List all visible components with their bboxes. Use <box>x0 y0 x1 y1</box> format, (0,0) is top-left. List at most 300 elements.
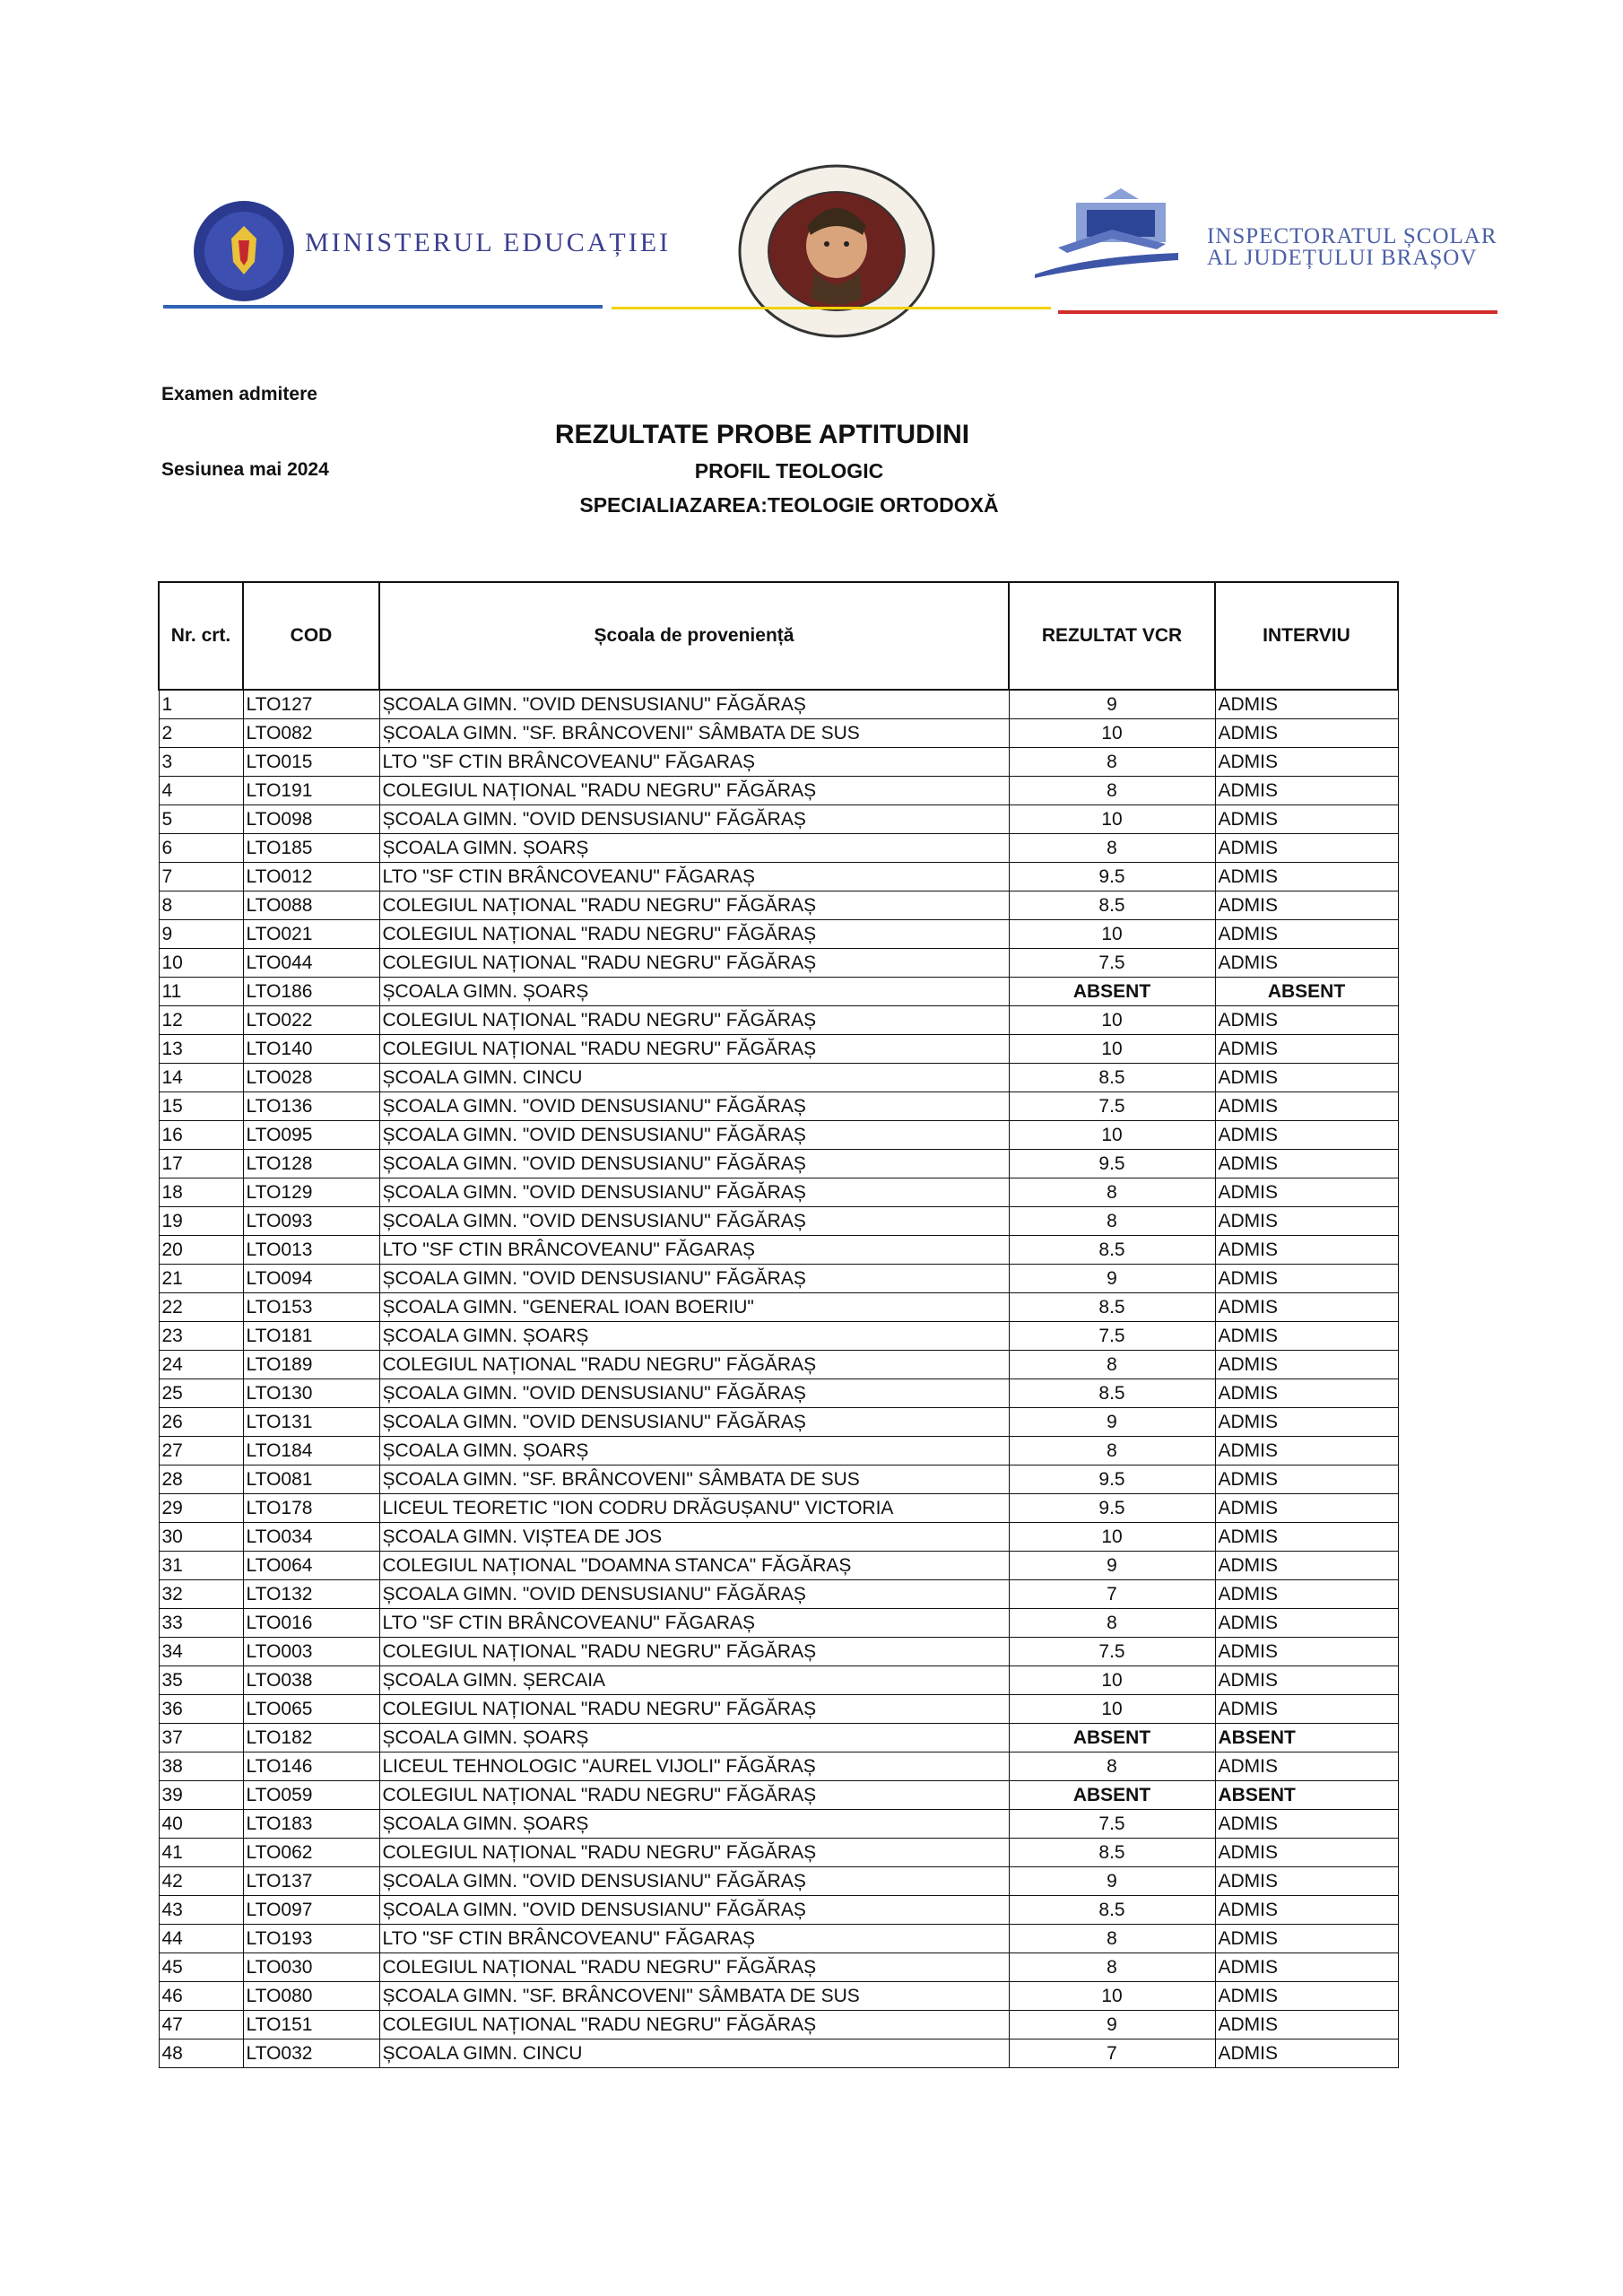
row-interview-result: ADMIS <box>1215 805 1398 834</box>
row-interview-result: ADMIS <box>1215 1150 1398 1178</box>
table-row <box>159 1666 1398 1695</box>
row-number: 16 <box>159 1121 243 1150</box>
row-school: ȘCOALA GIMN. "SF. BRÂNCOVENI" SÂMBATA DE SUS <box>379 1465 1009 1494</box>
row-school: COLEGIUL NAȚIONAL "DOAMNA STANCA" FĂGĂRAȘ <box>379 1552 1009 1580</box>
row-interview-result: ADMIS <box>1215 1666 1398 1695</box>
row-interview-result: ADMIS <box>1215 1121 1398 1150</box>
row-vcr-result: 8 <box>1009 748 1215 777</box>
row-code: LTO136 <box>243 1092 379 1121</box>
row-code: LTO016 <box>243 1609 379 1638</box>
row-vcr-result: 10 <box>1009 1035 1215 1064</box>
table-row <box>159 1896 1398 1925</box>
row-interview-result: ADMIS <box>1215 748 1398 777</box>
row-interview-result: ADMIS <box>1215 2011 1398 2039</box>
row-vcr-result: 10 <box>1009 1523 1215 1552</box>
header-line-blue <box>163 305 603 309</box>
row-vcr-result: 9 <box>1009 690 1215 719</box>
table-row <box>159 1552 1398 1580</box>
header-vcr: REZULTAT VCR <box>1009 582 1215 690</box>
row-number: 42 <box>159 1867 243 1896</box>
row-school: ȘCOALA GIMN. "OVID DENSUSIANU" FĂGĂRAȘ <box>379 1121 1009 1150</box>
row-vcr-result: 9.5 <box>1009 863 1215 891</box>
specialization-label: SPECIALIAZAREA:TEOLOGIE ORTODOXĂ <box>579 493 999 517</box>
row-code: LTO127 <box>243 690 379 719</box>
table-row <box>159 834 1398 863</box>
table-row <box>159 978 1398 1006</box>
table-row <box>159 1150 1398 1178</box>
row-school: COLEGIUL NAȚIONAL "RADU NEGRU" FĂGĂRAȘ <box>379 1839 1009 1867</box>
row-code: LTO095 <box>243 1121 379 1150</box>
row-school: COLEGIUL NAȚIONAL "RADU NEGRU" FĂGĂRAȘ <box>379 1953 1009 1982</box>
row-number: 24 <box>159 1351 243 1379</box>
row-interview-result: ADMIS <box>1215 1064 1398 1092</box>
row-code: LTO137 <box>243 1867 379 1896</box>
row-vcr-result: 10 <box>1009 1121 1215 1150</box>
row-number: 40 <box>159 1810 243 1839</box>
row-school: ȘCOALA GIMN. ȘOARȘ <box>379 1322 1009 1351</box>
row-school: ȘCOALA GIMN. "OVID DENSUSIANU" FĂGĂRAȘ <box>379 1867 1009 1896</box>
header-line-yellow <box>612 307 1051 309</box>
row-number: 44 <box>159 1925 243 1953</box>
row-code: LTO132 <box>243 1580 379 1609</box>
row-vcr-result: 8.5 <box>1009 1379 1215 1408</box>
table-row <box>159 920 1398 949</box>
row-vcr-result: 8 <box>1009 1178 1215 1207</box>
row-code: LTO022 <box>243 1006 379 1035</box>
row-vcr-result: ABSENT <box>1009 1724 1215 1752</box>
row-school: LTO "SF CTIN BRÂNCOVEANU" FĂGARAȘ <box>379 1236 1009 1265</box>
table-row <box>159 1638 1398 1666</box>
row-number: 47 <box>159 2011 243 2039</box>
table-row <box>159 949 1398 978</box>
row-code: LTO146 <box>243 1752 379 1781</box>
table-row <box>159 1207 1398 1236</box>
row-number: 6 <box>159 834 243 863</box>
inspectorate-name <box>1207 226 1497 269</box>
header-cod: COD <box>243 582 379 690</box>
row-code: LTO080 <box>243 1982 379 2011</box>
row-number: 14 <box>159 1064 243 1092</box>
row-school: ȘCOALA GIMN. ȘOARȘ <box>379 978 1009 1006</box>
row-code: LTO098 <box>243 805 379 834</box>
row-interview-result: ADMIS <box>1215 863 1398 891</box>
row-number: 5 <box>159 805 243 834</box>
row-school: ȘCOALA GIMN. "OVID DENSUSIANU" FĂGĂRAȘ <box>379 690 1009 719</box>
row-vcr-result: 7 <box>1009 1580 1215 1609</box>
row-vcr-result: 8 <box>1009 1953 1215 1982</box>
table-row <box>159 1724 1398 1752</box>
row-code: LTO097 <box>243 1896 379 1925</box>
row-school: COLEGIUL NAȚIONAL "RADU NEGRU" FĂGĂRAȘ <box>379 1781 1009 1810</box>
row-number: 25 <box>159 1379 243 1408</box>
row-number: 32 <box>159 1580 243 1609</box>
row-interview-result: ADMIS <box>1215 1207 1398 1236</box>
row-interview-result: ADMIS <box>1215 1752 1398 1781</box>
row-code: LTO082 <box>243 719 379 748</box>
row-school: LICEUL TEHNOLOGIC "AUREL VIJOLI" FĂGĂRAȘ <box>379 1752 1009 1781</box>
row-number: 38 <box>159 1752 243 1781</box>
row-school: LTO "SF CTIN BRÂNCOVEANU" FĂGARAȘ <box>379 1925 1009 1953</box>
table-row <box>159 1408 1398 1437</box>
row-interview-result: ADMIS <box>1215 1896 1398 1925</box>
row-school: COLEGIUL NAȚIONAL "RADU NEGRU" FĂGĂRAȘ <box>379 1695 1009 1724</box>
row-interview-result: ADMIS <box>1215 1867 1398 1896</box>
table-row <box>159 1437 1398 1465</box>
row-number: 10 <box>159 949 243 978</box>
row-interview-result: ADMIS <box>1215 1609 1398 1638</box>
row-number: 29 <box>159 1494 243 1523</box>
row-school: ȘCOALA GIMN. "GENERAL IOAN BOERIU" <box>379 1293 1009 1322</box>
table-row <box>159 1580 1398 1609</box>
row-number: 11 <box>159 978 243 1006</box>
row-school: COLEGIUL NAȚIONAL "RADU NEGRU" FĂGĂRAȘ <box>379 777 1009 805</box>
row-interview-result: ADMIS <box>1215 1178 1398 1207</box>
row-code: LTO193 <box>243 1925 379 1953</box>
row-number: 22 <box>159 1293 243 1322</box>
row-school: ȘCOALA GIMN. ȘOARȘ <box>379 834 1009 863</box>
row-vcr-result: 8.5 <box>1009 1293 1215 1322</box>
row-code: LTO181 <box>243 1322 379 1351</box>
row-code: LTO186 <box>243 978 379 1006</box>
row-code: LTO183 <box>243 1810 379 1839</box>
row-code: LTO013 <box>243 1236 379 1265</box>
row-school: LTO "SF CTIN BRÂNCOVEANU" FĂGARAȘ <box>379 863 1009 891</box>
row-vcr-result: 10 <box>1009 1695 1215 1724</box>
row-school: COLEGIUL NAȚIONAL "RADU NEGRU" FĂGĂRAȘ <box>379 891 1009 920</box>
row-interview-result: ADMIS <box>1215 1638 1398 1666</box>
row-number: 13 <box>159 1035 243 1064</box>
row-number: 31 <box>159 1552 243 1580</box>
row-code: LTO130 <box>243 1379 379 1408</box>
row-number: 18 <box>159 1178 243 1207</box>
row-interview-result: ADMIS <box>1215 1465 1398 1494</box>
row-number: 19 <box>159 1207 243 1236</box>
table-row <box>159 1523 1398 1552</box>
table-row <box>159 1494 1398 1523</box>
table-row <box>159 1064 1398 1092</box>
row-number: 8 <box>159 891 243 920</box>
row-number: 26 <box>159 1408 243 1437</box>
row-interview-result: ADMIS <box>1215 1408 1398 1437</box>
row-interview-result: ADMIS <box>1215 1437 1398 1465</box>
row-vcr-result: 8.5 <box>1009 1896 1215 1925</box>
row-interview-result: ADMIS <box>1215 1839 1398 1867</box>
row-code: LTO093 <box>243 1207 379 1236</box>
row-vcr-result: 9 <box>1009 1408 1215 1437</box>
row-interview-result: ADMIS <box>1215 1006 1398 1035</box>
table-row <box>159 1781 1398 1810</box>
row-interview-result: ADMIS <box>1215 1580 1398 1609</box>
row-school: ȘCOALA GIMN. ȘOARȘ <box>379 1810 1009 1839</box>
table-row <box>159 1752 1398 1781</box>
row-number: 46 <box>159 1982 243 2011</box>
row-interview-result: ADMIS <box>1215 1351 1398 1379</box>
row-number: 20 <box>159 1236 243 1265</box>
row-school: LICEUL TEORETIC "ION CODRU DRĂGUȘANU" VICTORIA <box>379 1494 1009 1523</box>
row-number: 35 <box>159 1666 243 1695</box>
row-interview-result: ADMIS <box>1215 1552 1398 1580</box>
table-row <box>159 690 1398 719</box>
row-interview-result: ADMIS <box>1215 2039 1398 2068</box>
row-code: LTO189 <box>243 1351 379 1379</box>
row-interview-result: ADMIS <box>1215 834 1398 863</box>
row-code: LTO185 <box>243 834 379 863</box>
row-school: ȘCOALA GIMN. CINCU <box>379 1064 1009 1092</box>
row-vcr-result: 8.5 <box>1009 1236 1215 1265</box>
results-table <box>158 581 1399 2068</box>
row-number: 2 <box>159 719 243 748</box>
table-row <box>159 1178 1398 1207</box>
row-vcr-result: 8.5 <box>1009 1839 1215 1867</box>
row-vcr-result: 9 <box>1009 1867 1215 1896</box>
row-code: LTO021 <box>243 920 379 949</box>
row-number: 28 <box>159 1465 243 1494</box>
row-number: 7 <box>159 863 243 891</box>
row-vcr-result: 8 <box>1009 1752 1215 1781</box>
row-school: COLEGIUL NAȚIONAL "RADU NEGRU" FĂGĂRAȘ <box>379 2011 1009 2039</box>
row-interview-result: ADMIS <box>1215 719 1398 748</box>
row-school: COLEGIUL NAȚIONAL "RADU NEGRU" FĂGĂRAȘ <box>379 1035 1009 1064</box>
row-school: ȘCOALA GIMN. "SF. BRÂNCOVENI" SÂMBATA DE SUS <box>379 719 1009 748</box>
row-code: LTO065 <box>243 1695 379 1724</box>
row-vcr-result: 8 <box>1009 834 1215 863</box>
row-code: LTO015 <box>243 748 379 777</box>
row-number: 41 <box>159 1839 243 1867</box>
row-interview-result: ADMIS <box>1215 1379 1398 1408</box>
row-school: COLEGIUL NAȚIONAL "RADU NEGRU" FĂGĂRAȘ <box>379 949 1009 978</box>
table-row <box>159 719 1398 748</box>
row-vcr-result: 9.5 <box>1009 1150 1215 1178</box>
row-vcr-result: 10 <box>1009 1006 1215 1035</box>
row-code: LTO032 <box>243 2039 379 2068</box>
row-code: LTO038 <box>243 1666 379 1695</box>
row-code: LTO030 <box>243 1953 379 1982</box>
row-school: ȘCOALA GIMN. CINCU <box>379 2039 1009 2068</box>
row-vcr-result: 10 <box>1009 719 1215 748</box>
table-body <box>159 690 1398 2068</box>
row-number: 37 <box>159 1724 243 1752</box>
header-nr: Nr. crt. <box>159 582 243 690</box>
table-row <box>159 805 1398 834</box>
table-row <box>159 1695 1398 1724</box>
table-row <box>159 1265 1398 1293</box>
row-code: LTO003 <box>243 1638 379 1666</box>
row-vcr-result: 8 <box>1009 777 1215 805</box>
table-row <box>159 1839 1398 1867</box>
row-vcr-result: 7.5 <box>1009 1092 1215 1121</box>
table-row <box>159 863 1398 891</box>
row-vcr-result: 8 <box>1009 1207 1215 1236</box>
row-interview-result: ADMIS <box>1215 777 1398 805</box>
row-number: 39 <box>159 1781 243 1810</box>
table-row <box>159 1609 1398 1638</box>
row-vcr-result: 10 <box>1009 920 1215 949</box>
row-interview-result: ADMIS <box>1215 1810 1398 1839</box>
table-row <box>159 777 1398 805</box>
header-interviu: INTERVIU <box>1215 582 1398 690</box>
row-interview-result: ADMIS <box>1215 1293 1398 1322</box>
row-school: ȘCOALA GIMN. VIȘTEA DE JOS <box>379 1523 1009 1552</box>
row-code: LTO064 <box>243 1552 379 1580</box>
row-vcr-result: 7 <box>1009 2039 1215 2068</box>
row-vcr-result: 7.5 <box>1009 1810 1215 1839</box>
row-code: LTO184 <box>243 1437 379 1465</box>
inspectorate-line2: AL JUDEȚULUI BRAȘOV <box>1207 246 1478 270</box>
row-school: ȘCOALA GIMN. "OVID DENSUSIANU" FĂGĂRAȘ <box>379 1207 1009 1236</box>
row-code: LTO191 <box>243 777 379 805</box>
row-school: ȘCOALA GIMN. ȘERCAIA <box>379 1666 1009 1695</box>
row-code: LTO081 <box>243 1465 379 1494</box>
row-code: LTO012 <box>243 863 379 891</box>
row-school: ȘCOALA GIMN. "OVID DENSUSIANU" FĂGĂRAȘ <box>379 1150 1009 1178</box>
row-vcr-result: 10 <box>1009 1982 1215 2011</box>
row-vcr-result: 8 <box>1009 1351 1215 1379</box>
row-vcr-result: 7.5 <box>1009 949 1215 978</box>
row-school: ȘCOALA GIMN. "OVID DENSUSIANU" FĂGĂRAȘ <box>379 1092 1009 1121</box>
table-row <box>159 1465 1398 1494</box>
row-vcr-result: ABSENT <box>1009 1781 1215 1810</box>
school-seal <box>737 163 936 339</box>
row-vcr-result: ABSENT <box>1009 978 1215 1006</box>
table-row <box>159 1953 1398 1982</box>
row-code: LTO094 <box>243 1265 379 1293</box>
row-school: ȘCOALA GIMN. "OVID DENSUSIANU" FĂGĂRAȘ <box>379 1896 1009 1925</box>
row-vcr-result: 7.5 <box>1009 1638 1215 1666</box>
table-row <box>159 1351 1398 1379</box>
inspectorate-logo <box>1031 185 1182 282</box>
table-row <box>159 1236 1398 1265</box>
row-school: COLEGIUL NAȚIONAL "RADU NEGRU" FĂGĂRAȘ <box>379 1638 1009 1666</box>
table-row <box>159 1982 1398 2011</box>
row-interview-result: ABSENT <box>1215 978 1398 1006</box>
row-number: 17 <box>159 1150 243 1178</box>
row-vcr-result: 8 <box>1009 1609 1215 1638</box>
row-number: 9 <box>159 920 243 949</box>
row-interview-result: ADMIS <box>1215 1236 1398 1265</box>
row-number: 48 <box>159 2039 243 2068</box>
row-interview-result: ADMIS <box>1215 949 1398 978</box>
table-row <box>159 1092 1398 1121</box>
row-code: LTO182 <box>243 1724 379 1752</box>
row-vcr-result: 9.5 <box>1009 1465 1215 1494</box>
row-number: 27 <box>159 1437 243 1465</box>
row-interview-result: ADMIS <box>1215 1494 1398 1523</box>
row-number: 23 <box>159 1322 243 1351</box>
row-vcr-result: 9 <box>1009 1265 1215 1293</box>
row-number: 3 <box>159 748 243 777</box>
table-row <box>159 1121 1398 1150</box>
row-school: LTO "SF CTIN BRÂNCOVEANU" FĂGARAȘ <box>379 1609 1009 1638</box>
row-code: LTO131 <box>243 1408 379 1437</box>
header-scoala: Școala de proveniență <box>379 582 1009 690</box>
table-row <box>159 1006 1398 1035</box>
row-school: ȘCOALA GIMN. "OVID DENSUSIANU" FĂGĂRAȘ <box>379 805 1009 834</box>
row-school: ȘCOALA GIMN. "OVID DENSUSIANU" FĂGĂRAȘ <box>379 1265 1009 1293</box>
row-code: LTO140 <box>243 1035 379 1064</box>
row-school: ȘCOALA GIMN. "OVID DENSUSIANU" FĂGĂRAȘ <box>379 1408 1009 1437</box>
row-interview-result: ADMIS <box>1215 1035 1398 1064</box>
row-code: LTO178 <box>243 1494 379 1523</box>
row-code: LTO034 <box>243 1523 379 1552</box>
row-code: LTO062 <box>243 1839 379 1867</box>
row-interview-result: ADMIS <box>1215 690 1398 719</box>
table-row <box>159 1322 1398 1351</box>
row-school: COLEGIUL NAȚIONAL "RADU NEGRU" FĂGĂRAȘ <box>379 1351 1009 1379</box>
table-row <box>159 1035 1398 1064</box>
row-code: LTO088 <box>243 891 379 920</box>
table-row <box>159 2039 1398 2068</box>
row-code: LTO028 <box>243 1064 379 1092</box>
row-code: LTO059 <box>243 1781 379 1810</box>
row-interview-result: ADMIS <box>1215 1523 1398 1552</box>
document-title: REZULTATE PROBE APTITUDINI <box>554 420 970 449</box>
row-code: LTO128 <box>243 1150 379 1178</box>
letterhead <box>0 0 1623 323</box>
row-interview-result: ADMIS <box>1215 1092 1398 1121</box>
table-row <box>159 891 1398 920</box>
row-vcr-result: 10 <box>1009 1666 1215 1695</box>
row-interview-result: ADMIS <box>1215 1695 1398 1724</box>
row-interview-result: ADMIS <box>1215 1265 1398 1293</box>
session-label: Sesiunea mai 2024 <box>161 459 329 480</box>
inspectorate-line1: INSPECTORATUL ȘCOLAR <box>1207 224 1497 248</box>
row-number: 12 <box>159 1006 243 1035</box>
row-number: 30 <box>159 1523 243 1552</box>
row-vcr-result: 8 <box>1009 1437 1215 1465</box>
row-school: ȘCOALA GIMN. "OVID DENSUSIANU" FĂGĂRAȘ <box>379 1580 1009 1609</box>
row-code: LTO151 <box>243 2011 379 2039</box>
row-interview-result: ADMIS <box>1215 891 1398 920</box>
row-school: LTO "SF CTIN BRÂNCOVEANU" FĂGARAȘ <box>379 748 1009 777</box>
row-code: LTO129 <box>243 1178 379 1207</box>
table-row <box>159 1810 1398 1839</box>
row-school: ȘCOALA GIMN. ȘOARȘ <box>379 1437 1009 1465</box>
row-number: 15 <box>159 1092 243 1121</box>
row-vcr-result: 9 <box>1009 2011 1215 2039</box>
row-number: 1 <box>159 690 243 719</box>
table-row <box>159 1867 1398 1896</box>
row-vcr-result: 10 <box>1009 805 1215 834</box>
row-code: LTO153 <box>243 1293 379 1322</box>
row-number: 33 <box>159 1609 243 1638</box>
row-interview-result: ABSENT <box>1215 1724 1398 1752</box>
row-vcr-result: 7.5 <box>1009 1322 1215 1351</box>
table-header-row <box>159 582 1398 690</box>
row-vcr-result: 8 <box>1009 1925 1215 1953</box>
row-school: ȘCOALA GIMN. "OVID DENSUSIANU" FĂGĂRAȘ <box>379 1178 1009 1207</box>
row-school: ȘCOALA GIMN. ȘOARȘ <box>379 1724 1009 1752</box>
row-school: COLEGIUL NAȚIONAL "RADU NEGRU" FĂGĂRAȘ <box>379 920 1009 949</box>
row-interview-result: ADMIS <box>1215 920 1398 949</box>
header-line-red <box>1058 310 1497 314</box>
profile-label: PROFIL TEOLOGIC <box>694 459 884 483</box>
table-row <box>159 1379 1398 1408</box>
row-number: 43 <box>159 1896 243 1925</box>
government-of-romania-logo <box>192 199 296 303</box>
row-school: ȘCOALA GIMN. "OVID DENSUSIANU" FĂGĂRAȘ <box>379 1379 1009 1408</box>
row-vcr-result: 8.5 <box>1009 891 1215 920</box>
row-vcr-result: 8.5 <box>1009 1064 1215 1092</box>
table-row <box>159 1925 1398 1953</box>
row-interview-result: ABSENT <box>1215 1781 1398 1810</box>
row-interview-result: ADMIS <box>1215 1953 1398 1982</box>
row-school: COLEGIUL NAȚIONAL "RADU NEGRU" FĂGĂRAȘ <box>379 1006 1009 1035</box>
row-school: ȘCOALA GIMN. "SF. BRÂNCOVENI" SÂMBATA DE SUS <box>379 1982 1009 2011</box>
row-vcr-result: 9.5 <box>1009 1494 1215 1523</box>
row-code: LTO044 <box>243 949 379 978</box>
table-row <box>159 2011 1398 2039</box>
row-interview-result: ADMIS <box>1215 1925 1398 1953</box>
